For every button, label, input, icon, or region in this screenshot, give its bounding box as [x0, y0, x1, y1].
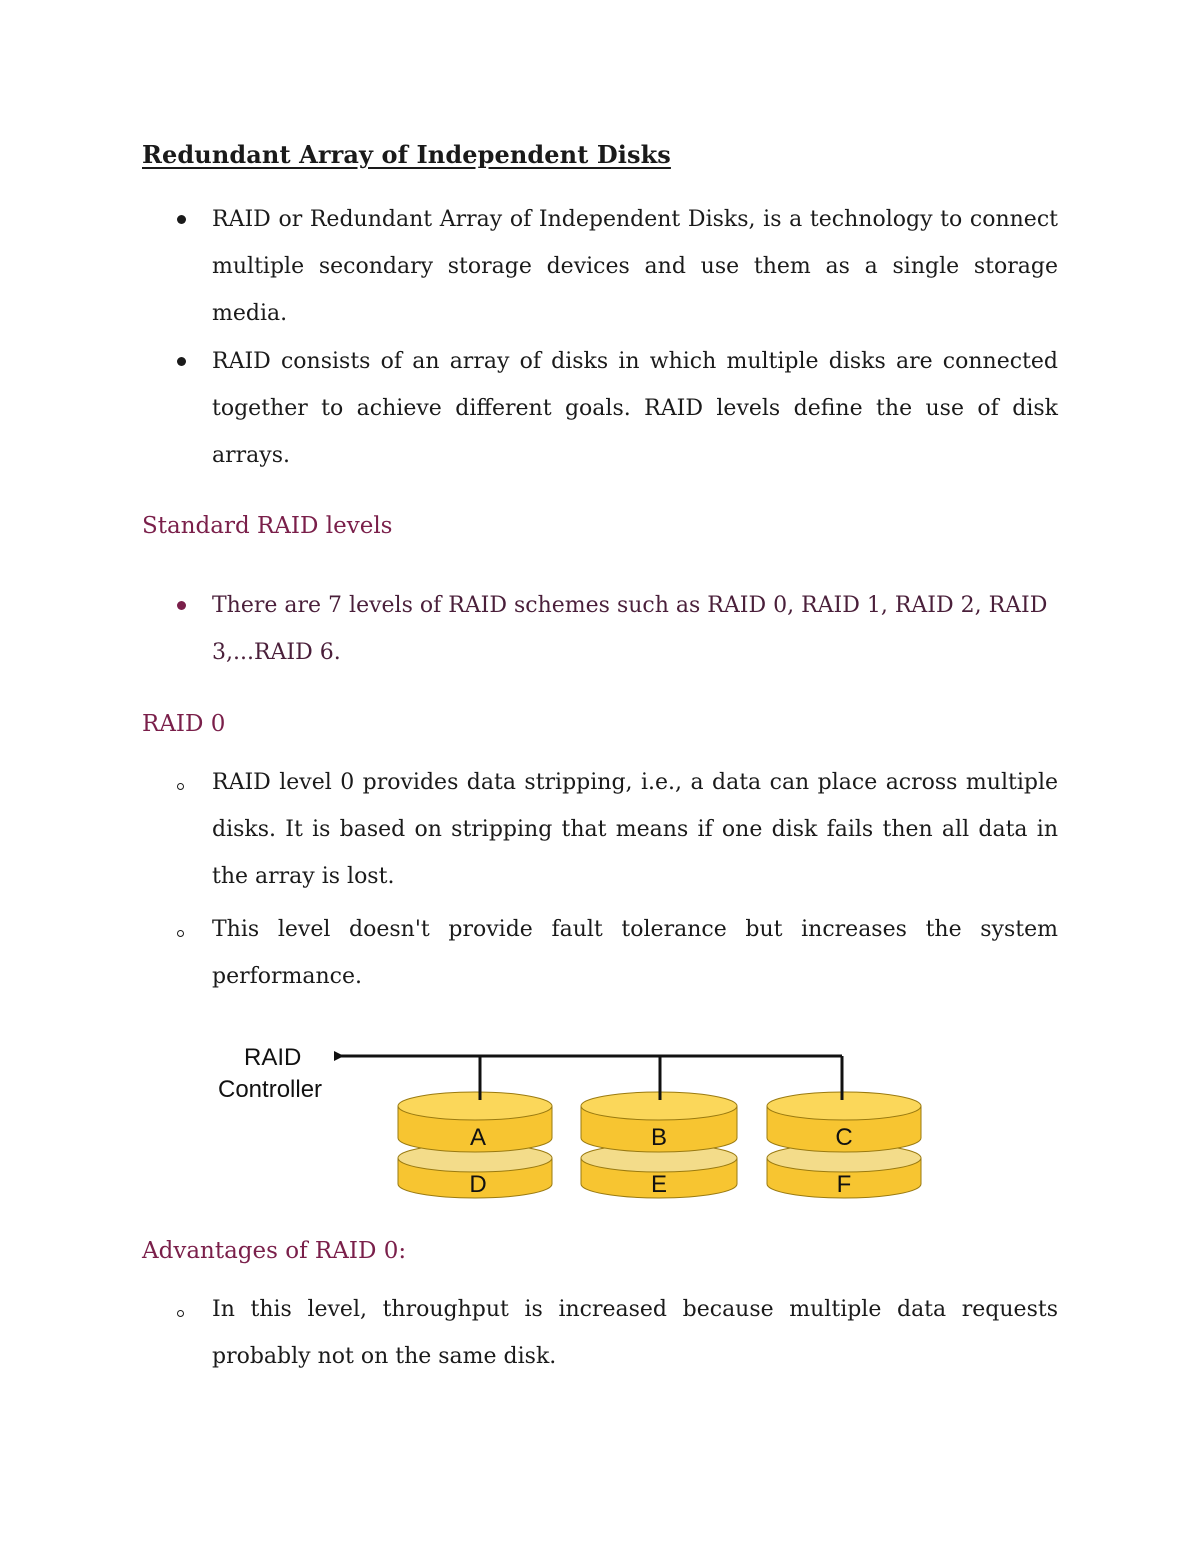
section-heading-standard-levels: Standard RAID levels [142, 513, 393, 539]
section-heading-advantages: Advantages of RAID 0: [142, 1238, 407, 1264]
bullet-ring [177, 783, 184, 790]
bullet-dot [177, 215, 186, 224]
disk-stack [767, 1092, 921, 1198]
intro-bullet-1: RAID or Redundant Array of Independent Disks, is a technology to connect multiple secondary storage devices and use them as a single storage media. [212, 207, 1058, 326]
raid0-diagram [200, 1030, 960, 1210]
bullet-ring [177, 1310, 184, 1317]
disk-block-label: A [469, 1124, 487, 1151]
section-heading-raid0: RAID 0 [142, 711, 226, 737]
advantages-bullet-1: In this level, throughput is increased because multiple data requests probably not on the same disk. [212, 1297, 1058, 1369]
controller-label-line2: Controller [218, 1076, 323, 1103]
disk-block-label: B [650, 1124, 668, 1151]
disk-block-label: C [835, 1124, 853, 1151]
bullet-dot [177, 601, 186, 610]
disk-block-label: F [836, 1171, 852, 1198]
disk-stack [581, 1092, 737, 1198]
raid0-bullet-1: RAID level 0 provides data stripping, i.e., a data can place across multiple disks. It is based on stripping that means if one disk fails then all data in the array is lost. [212, 770, 1058, 889]
disk-block-label: D [469, 1171, 487, 1198]
standard-levels-bullet: There are 7 levels of RAID schemes such as RAID 0, RAID 1, RAID 2, RAID 3,...RAID 6. [212, 593, 1048, 665]
raid0-bullet-2: This level doesn't provide fault tolerance but increases the system performance. [212, 917, 1058, 989]
controller-label-line1: RAID [244, 1044, 302, 1071]
disk-block-label: E [650, 1171, 668, 1198]
intro-bullet-2: RAID consists of an array of disks in which multiple disks are connected together to achieve different goals. RAID levels define the use of disk arrays. [212, 349, 1058, 468]
bullet-ring [177, 930, 184, 937]
bullet-dot [177, 357, 186, 366]
page-title: Redundant Array of Independent Disks [142, 140, 671, 169]
disk-stack [398, 1092, 552, 1198]
